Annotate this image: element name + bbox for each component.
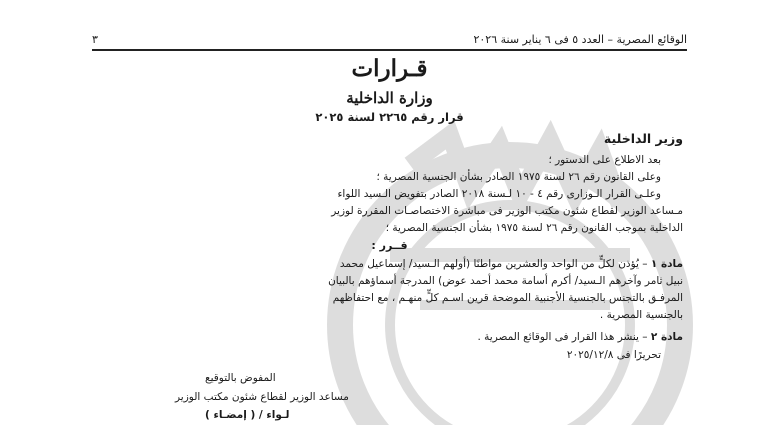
article-1-line: – يُؤذن لكلٍّ من الواحد والعشرين مواطنًا (أولهم الـسيد/ إسماعيل محمد [339,258,648,270]
signature-authorized: المفوض بالتوقيع [205,372,276,384]
page-header [92,30,687,48]
article-1-line: بالجنسية المصرية . [599,309,683,321]
header-page-number: ٣ [92,32,98,46]
preamble-line: وعلى القانون رقم ٢٦ لسنة ١٩٧٥ الصادر بشأن الجنسية المصرية ؛ [376,171,661,183]
signature-title: مساعد الوزير لقطاع شئون مكتب الوزير [175,391,349,403]
preamble-line: مـساعد الوزير لقطاع شئون مكتب الوزير فى مباشرة الاختصاصـات المقررة لوزير [331,205,683,217]
article-1-label: مادة ١ [650,258,683,270]
article-2-text: – ينشر هذا القرار فى الوقائع المصرية . [477,331,648,343]
header-running-title: الوقائع المصرية – العدد ٥ فى ٦ يناير سنة ٢٠٢٦ [473,32,687,46]
preamble-line: بعد الاطلاع على الدستور ؛ [548,154,661,166]
article-1-line: نبيل ثامر وآخرهم الـسيد/ أكرم أسامة محمد أحمد عوض) المدرجة أسماؤهم بالبيان [328,275,683,287]
decision-number: قرار رقم ٢٢٦٥ لسنة ٢٠٢٥ [315,110,464,124]
article-2 [477,330,683,344]
article-2-label: مادة ٢ [650,331,683,343]
preamble-line: وعلـى القرار الـوزارى رقم ٤ - ١٠ لـسنة ٢٠١٨ الصادر بتفويض الـسيد اللواء [337,188,661,200]
header-divider [92,49,687,51]
section-title: قـرارات [351,55,428,82]
date-line: تحريرًا فى ٢٠٢٥/١٢/٨ [566,349,661,361]
article-1 [340,257,683,271]
preamble-line: الداخلية بموجب القانون رقم ٢٦ لسنة ١٩٧٥ بشأن الجنسية المصرية ؛ [385,222,683,234]
article-1-line: المرفـق بالتجنس بالجنسية الأجنبية الموضحة قرين اسـم كلٍّ منهـم ، مع احتفاظهم [332,292,683,304]
ministry-title: وزارة الداخلية [346,89,433,107]
issuer-title: وزير الداخلية [603,131,683,146]
signature-name: لـواء / ( إمضـاء ) [205,409,290,421]
decided-heading: قــرر : [371,239,408,252]
